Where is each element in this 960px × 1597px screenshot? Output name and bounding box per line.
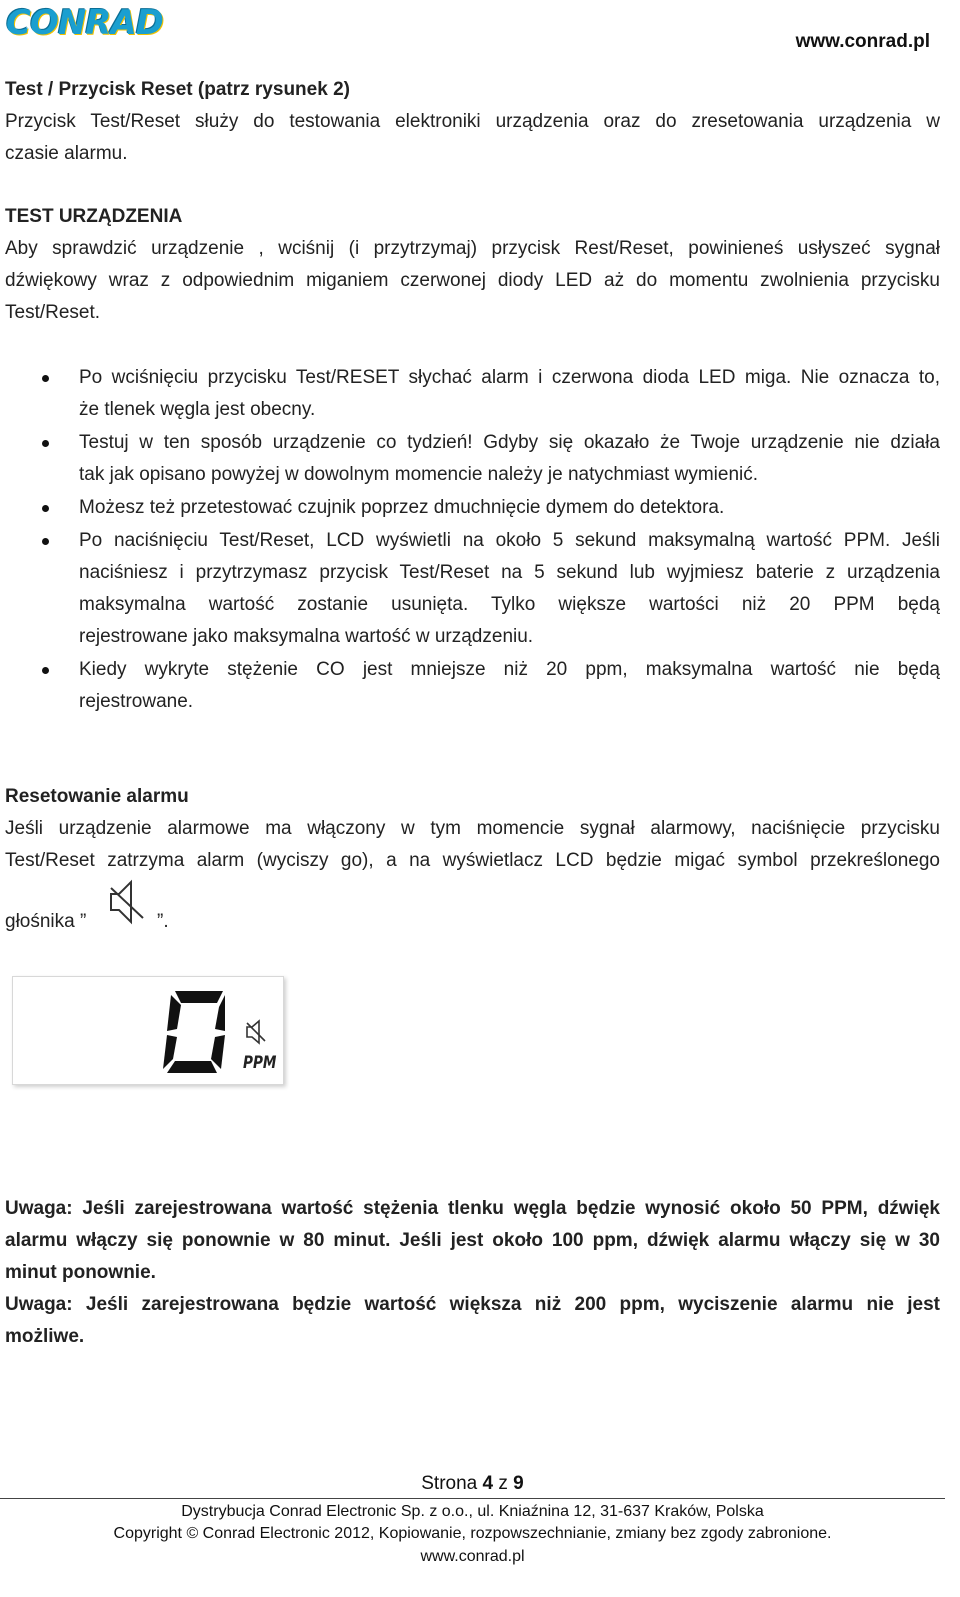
bullet-line: Możesz też przetestować czujnik poprzez dmuchnięcie dymem do detektora.: [79, 497, 725, 518]
bullet-dot: [42, 505, 49, 512]
bullet-dot: [42, 375, 49, 382]
bullet-line: tak jak opisano powyżej w dowolnym momencie należy je natychmiast wymienić.: [79, 464, 759, 485]
page-number: [0, 1474, 945, 1493]
header-url[interactable]: www.conrad.pl: [795, 31, 930, 52]
lcd-display-image: [12, 976, 284, 1085]
note-line: Uwaga: Jeśli zarejestrowana wartość stężenia tlenku węgla będzie wynosić około 50 PPM, dźwięk: [5, 1198, 940, 1219]
page-prefix: Strona: [421, 1473, 483, 1494]
bullet-dot: [42, 538, 49, 545]
footer-copyright: Copyright © Conrad Electronic 2012, Kopiowanie, rozpowszechnianie, zmiany bez zgody zabronione.: [113, 1525, 832, 1542]
section-title-device-test: TEST URZĄDZENIA: [5, 206, 183, 227]
page-current: 4: [482, 1473, 494, 1494]
page-total: 9: [513, 1473, 524, 1494]
section-title-test-reset: Test / Przycisk Reset (patrz rysunek 2): [5, 79, 350, 100]
bullet-dot: [42, 667, 49, 674]
note-line: alarmu włączy się ponownie w 80 minut. Jeśli jest około 100 ppm, dźwięk alarmu włączy się w 30: [5, 1230, 940, 1251]
paragraph-line: dźwiękowy wraz z odpowiednim miganiem czerwonej diody LED aż do momentu zwolnienia przycisku: [5, 270, 940, 291]
page-mid: z: [493, 1473, 514, 1494]
paragraph-line: czasie alarmu.: [5, 143, 128, 164]
lcd-muted-speaker-icon: [245, 1019, 267, 1045]
note-line: możliwe.: [5, 1326, 85, 1347]
conrad-logo: CONRAD: [6, 3, 164, 43]
bullet-line: Po wciśnięciu przycisku Test/RESET słychać alarm i czerwona dioda LED miga. Nie oznacza to,: [79, 367, 940, 388]
bullet-line: rejestrowane.: [79, 691, 194, 712]
paragraph-line: Test/Reset zatrzyma alarm (wyciszy go), a na wyświetlacz LCD będzie migać symbol przekreślonego: [5, 850, 940, 871]
bullet-dot: [42, 440, 49, 447]
muted-speaker-icon: [107, 878, 147, 928]
footer-url[interactable]: www.conrad.pl: [420, 1548, 525, 1565]
bullet-line: maksymalna wartość zostanie usunięta. Tylko większe wartości niż 20 PPM będą: [79, 594, 940, 615]
paragraph-line: ”.: [157, 911, 169, 932]
lcd-ppm-unit: PPM: [243, 1053, 277, 1073]
footer-divider: [0, 1498, 945, 1499]
bullet-line: Po naciśnięciu Test/Reset, LCD wyświetli na około 5 sekund maksymalną wartość PPM. Jeśli: [79, 530, 940, 551]
bullet-line: rejestrowane jako maksymalna wartość w urządzeniu.: [79, 626, 534, 647]
paragraph-line: Test/Reset.: [5, 302, 101, 323]
paragraph-line: Jeśli urządzenie alarmowe ma włączony w tym momencie sygnał alarmowy, naciśnięcie przycisku: [5, 818, 940, 839]
bullet-line: że tlenek węgla jest obecny.: [79, 399, 316, 420]
footer-distributor: Dystrybucja Conrad Electronic Sp. z o.o., ul. Kniaźnina 12, 31-637 Kraków, Polska: [181, 1503, 764, 1520]
paragraph-line: głośnika ”: [5, 911, 87, 932]
bullet-line: naciśniesz i przytrzymasz przycisk Test/Reset na 5 sekund lub wyjmiesz baterie z urządzenia: [79, 562, 940, 583]
section-title-alarm-reset: Resetowanie alarmu: [5, 786, 189, 807]
note-line: minut ponownie.: [5, 1262, 156, 1283]
bullet-line: Kiedy wykryte stężenie CO jest mniejsze niż 20 ppm, maksymalna wartość nie będą: [79, 659, 940, 680]
paragraph-line: Przycisk Test/Reset służy do testowania elektroniki urządzenia oraz do zresetowania urządzenia w: [5, 111, 940, 132]
paragraph-line: Aby sprawdzić urządzenie , wciśnij (i przytrzymaj) przycisk Rest/Reset, powinieneś usłyszeć sygnał: [5, 238, 940, 259]
lcd-digit-zero: [163, 987, 233, 1077]
bullet-line: Testuj w ten sposób urządzenie co tydzień! Gdyby się okazało że Twoje urządzenie nie działa: [79, 432, 940, 453]
note-line: Uwaga: Jeśli zarejestrowana będzie wartość większa niż 200 ppm, wyciszenie alarmu nie jest: [5, 1294, 940, 1315]
